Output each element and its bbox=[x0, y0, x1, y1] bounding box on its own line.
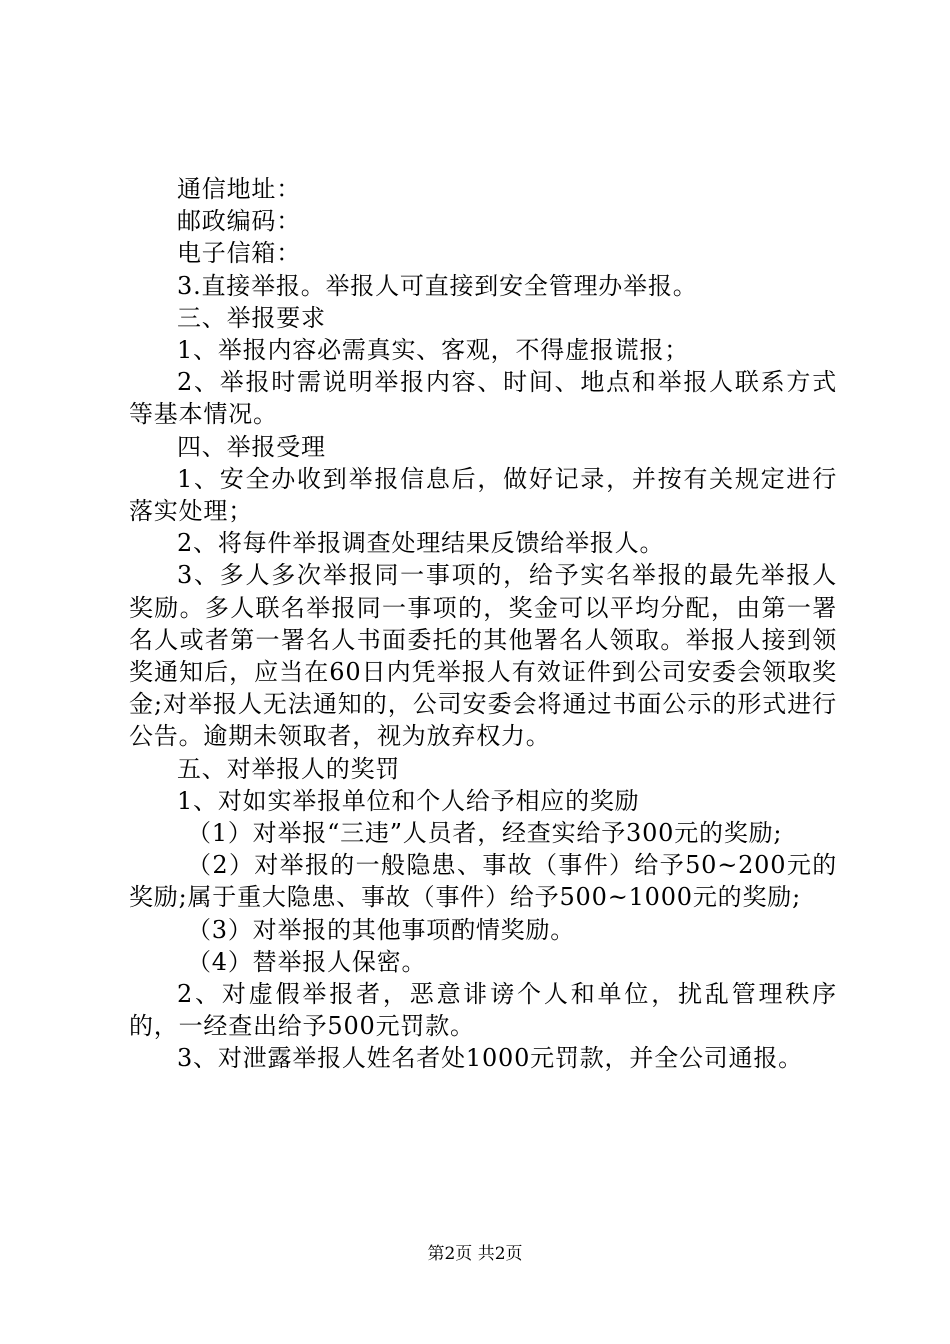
direct-report-paragraph: 3.直接举报。举报人可直接到安全管理办举报。 bbox=[177, 271, 698, 300]
reward-subitem-4: （4）替举报人保密。 bbox=[187, 947, 427, 976]
reward-subitem-3: （3）对举报的其他事项酌情奖励。 bbox=[187, 915, 576, 944]
acceptance-item-1: 1、安全办收到举报信息后，做好记录，并按有关规定进行落实处理； bbox=[129, 464, 837, 526]
document-body bbox=[129, 173, 837, 1075]
reward-subitem-1: （1）对举报“三违”人员者，经查实给予300元的奖励; bbox=[187, 819, 783, 848]
section-heading-acceptance: 四、举报受理 bbox=[177, 432, 326, 461]
section-heading-rewards: 五、对举报人的奖罚 bbox=[177, 754, 401, 783]
reward-subitem-2: （2）对举报的一般隐患、事故（事件）给予50~200元的奖励;属于重大隐患、事故（事件）给予500~1000元的奖励; bbox=[129, 851, 837, 912]
section-heading-requirements: 三、举报要求 bbox=[177, 303, 326, 332]
acceptance-item-3: 3、多人多次举报同一事项的，给予实名举报的最先举报人奖励。多人联名举报同一事项的，奖金可以平均分配，由第一署名人或者第一署名人书面委托的其他署名人领取。举报人接到领奖通知后，应当在60日内凭举报人有效证件到公司安委会领取奖金;对举报人无法通知的，公司安委会将通过书面公示的形式进行公告。逾期未领取者，视为放弃权力。 bbox=[129, 561, 837, 751]
page-number-footer: 第2页 共2页 bbox=[427, 1244, 523, 1264]
postcode-label: 邮政编码： bbox=[177, 207, 301, 236]
address-label: 通信地址： bbox=[177, 175, 301, 203]
requirement-item-2: 2、举报时需说明举报内容、时间、地点和举报人联系方式等基本情况。 bbox=[129, 368, 837, 429]
penalty-item-2: 2、对虚假举报者，恶意诽谤个人和单位，扰乱管理秩序的，一经查出给予500元罚款。 bbox=[129, 980, 837, 1041]
acceptance-item-2: 2、将每件举报调查处理结果反馈给举报人。 bbox=[177, 529, 665, 558]
reward-item-1: 1、对如实举报单位和个人给予相应的奖励 bbox=[177, 786, 640, 815]
requirement-item-1: 1、举报内容必需真实、客观，不得虚报谎报； bbox=[177, 336, 690, 365]
penalty-item-3: 3、对泄露举报人姓名者处1000元罚款，并全公司通报。 bbox=[177, 1044, 803, 1073]
email-label: 电子信箱： bbox=[177, 239, 301, 268]
